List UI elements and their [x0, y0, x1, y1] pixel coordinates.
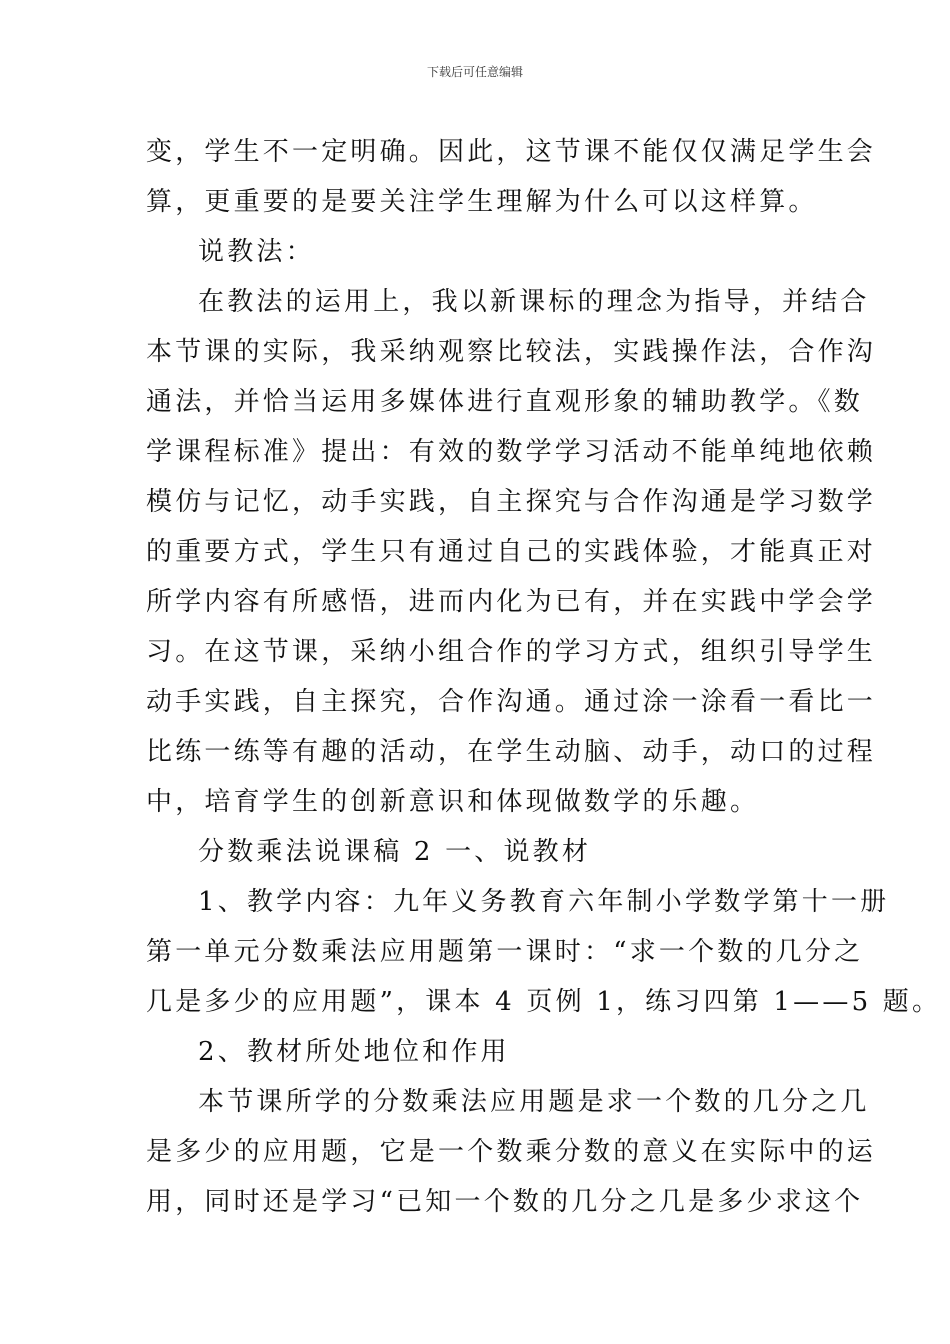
text-line: 学课程标准》提出：有效的数学学习活动不能单纯地依赖 [146, 437, 877, 467]
text-line: 习。在这节课，采纳小组合作的学习方式，组织引导学生 [146, 637, 877, 667]
text-line: 变，学生不一定明确。因此，这节课不能仅仅满足学生会 [146, 137, 877, 167]
text-line: 用，同时还是学习“已知一个数的几分之几是多少求这个 [146, 1187, 864, 1217]
section-heading: 分数乘法说课稿 2 一、说教材 [198, 837, 592, 867]
paragraph-start: 在教法的运用上，我以新课标的理念为指导，并结合 [198, 287, 870, 317]
paragraph-start: 1、教学内容：九年义务教育六年制小学数学第十一册 [198, 887, 890, 917]
text-line: 中，培育学生的创新意识和体现做数学的乐趣。 [146, 787, 760, 817]
text-line: 通法，并恰当运用多媒体进行直观形象的辅助教学。《数 [146, 387, 864, 417]
text-line: 几是多少的应用题”，课本 4 页例 1，练习四第 1——5 题。 [146, 987, 942, 1017]
text-line: 模仿与记忆，动手实践，自主探究与合作沟通是学习数学 [146, 487, 877, 517]
text-line: 的重要方式，学生只有通过自己的实践体验，才能真正对 [146, 537, 877, 567]
section-heading: 说教法： [198, 237, 315, 267]
section-heading: 2、教材所处地位和作用 [198, 1037, 510, 1067]
text-line: 第一单元分数乘法应用题第一课时：“求一个数的几分之 [146, 937, 864, 967]
text-line: 所学内容有所感悟，进而内化为已有，并在实践中学会学 [146, 587, 877, 617]
text-line: 比练一练等有趣的活动，在学生动脑、动手，动口的过程 [146, 737, 877, 767]
text-line: 动手实践，自主探究，合作沟通。通过涂一涂看一看比一 [146, 687, 877, 717]
document-body [146, 127, 942, 1227]
text-line: 是多少的应用题，它是一个数乘分数的意义在实际中的运 [146, 1137, 877, 1167]
text-line: 算，更重要的是要关注学生理解为什么可以这样算。 [146, 187, 818, 217]
paragraph-start: 本节课所学的分数乘法应用题是求一个数的几分之几 [198, 1087, 870, 1117]
text-line: 本节课的实际，我采纳观察比较法，实践操作法，合作沟 [146, 337, 877, 367]
page-header: 下载后可任意编辑 [426, 65, 523, 79]
